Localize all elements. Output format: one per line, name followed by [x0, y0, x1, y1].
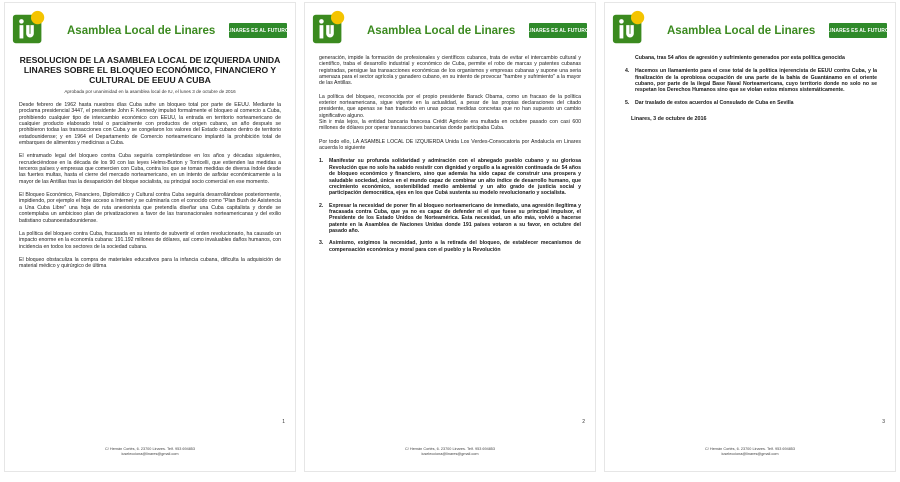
- item-text: Asimismo, exigimos la necesidad, junto a la retirada del bloqueo, de establecer mecanismos de compensación económica y moral para con el pueblo y la Revolución: [329, 240, 581, 253]
- agreements-list: [319, 158, 581, 252]
- footer-address: C/ Hernán Cortés, 6. 23700 Linares. Telf. 953 694853: [404, 447, 496, 451]
- page-body: [625, 55, 877, 441]
- header-title: Asamblea Local de Linares: [367, 25, 516, 37]
- paragraph: El bloqueo obstaculiza la compra de materiales educativos para la infancia cubana, dificulta la adquisición de material médico y quirúrgico de última: [19, 256, 281, 270]
- item-number: 1.: [319, 158, 324, 165]
- paragraph: La política del bloqueo contra Cuba, fracasada en su intento de subvertir el orden revolucionario, ha causado un impacto enorme en la economía cubana: 191.192 millones de dólares, así como invaluables daños humanos, con incidencia en todos los sectores de la sociedad cubana.: [19, 230, 281, 250]
- header-title: Asamblea Local de Linares: [67, 25, 216, 37]
- page-header: [5, 3, 295, 51]
- page-body: [19, 55, 281, 441]
- header-title: Asamblea Local de Linares: [667, 25, 816, 37]
- iu-logo-icon: [611, 9, 649, 47]
- page-header: [605, 3, 895, 51]
- list-item: [319, 203, 581, 235]
- footer-address: C/ Hernán Cortés, 6. 23700 Linares. Telf. 953 694853: [104, 447, 196, 451]
- page-footer: [5, 447, 295, 457]
- item-text: Dar traslado de estos acuerdos al Consulado de Cuba en Sevilla: [635, 99, 794, 106]
- item-number: 3.: [319, 240, 324, 247]
- page-footer: [305, 447, 595, 457]
- page-body: [319, 55, 581, 441]
- list-item: [625, 100, 877, 106]
- page-number: 2: [582, 419, 585, 425]
- footer-email: iuselecciona@linares@gmail.com: [121, 452, 179, 456]
- page-footer: [605, 447, 895, 457]
- item-number: 4.: [625, 68, 630, 75]
- item-text: Hacemos un llamamiento para el cese total de la política injerencista de EEUU contra Cuba, y la finalización de la oprobiosa ocupación de una parte de la bahía de Guantánamo en el oriente cubano, por parte de la ilegal Base Naval Norteamericana, cuyo territorio donde no solo no se respetan los Derechos Humanos sino que se violan estos mismos sistemáticamente.: [635, 68, 877, 94]
- paragraph: Desde febrero de 1962 hasta nuestros días Cuba sufre un bloqueo total por parte de EEUU. Mediante la proclama presidencial 3447, el presidente John F. Kennedy impulsó formalmente el bloqueo al comercio a Cuba, prohibiendo cualquier tipo de intercambio económico con EEUU, la entrada en territorio norteamericano de cualquier producto elaborado total o parcialmente con productos de origen cubano, un año después se prohibieron todas las transacciones con Cuba y se congelaron los valores del Estado cubano dentro de territorio estadounidense; y en 1964 el Departamento de Comercio norteamericano implantó la prohibición total de embarques de alimentos y medicinas a Cuba.: [19, 102, 281, 147]
- list-item: [625, 68, 877, 93]
- item-number: 5.: [625, 99, 630, 106]
- document-page-1: [4, 2, 296, 472]
- item-text: Manifestar su profunda solidaridad y admiración con el abnegado pueblo cubano y su gloriosa Revolución que no solo ha sabido resistir con dignidad y orgullo a la agresión continuada de 54 años de bloqueo económico y financiero, sino que además ha sido capaz de construir una prospera y saludable sociedad, única en el mundo capaz de combinar un alto índice de desarrollo humano, que crecimiento económico, sostenibilidad medio ambiental y un alto grado de justicia social y participación democrática, ejes en los que Cubá sustenta su modelo revolucionario y socialista.: [329, 158, 581, 197]
- agreements-list: [625, 68, 877, 106]
- page-number: 3: [882, 419, 885, 425]
- header-badge: LINARES ES AL FUTURO: [829, 23, 887, 38]
- document-title: RESOLUCION DE LA ASAMBLEA LOCAL DE IZQUIERDA UNIDA LINARES SOBRE EL BLOQUEO ECONÓMICO, FINANCIERO Y CULTURAL DE EEUU A CUBA: [19, 55, 281, 85]
- paragraph: Por todo ello, LA ASAMBLE LOCAL DE IZQUIERDA Unida Los Verdes-Convocatoria por Andalucía en Linares acuerda lo siguiente: [319, 138, 581, 152]
- footer-email: iuselecciona@linares@gmail.com: [721, 452, 779, 456]
- paragraph: El entramado legal del bloqueo contra Cuba seguiría completándose en los años y décadas siguientes, recrudeciéndose en la década de los 90 con las leyes Helms-Burton y Torricelli, que extienden las medidas a terceros países y empresas que comercien con Cuba, contra los que se toman medidas de diversa índole desde las fuertes multas, hasta el cierre del mercado norteamericano, en un intento de asfixiar económicamente a la mayor de las Antillas tras la desaparición del bloque socialista, su principal socio comercial en ese momento.: [19, 153, 281, 185]
- paragraph: La política del bloqueo, reconocida por el propio presidente Barack Obama, como un fracaso de la política exterior norteamericana, sigue vigente en la actualidad, a pesar de las propias declaraciones del citado presidente, que apenas se han traducido en unas pocas medidas concretas que no han supuesto un cambio significativo alguno. Sin ir más lejos, la entidad bancaria francesa Crédit Agricole era multada en octubre pasado con casi 600 millones de dólares por operar transacciones bancarias donde participaba Cuba.: [319, 93, 581, 132]
- document-subtitle: Aprobada por unanimidad en la asamblea local de IU, el lunes 3 de octubre de 2016: [64, 89, 236, 94]
- footer-address: C/ Hernán Cortés, 6. 23700 Linares. Telf. 953 694853: [704, 447, 796, 451]
- page-number: 1: [282, 419, 285, 425]
- item-text: Expresar la necesidad de poner fin al bloqueo norteamericano de inmediato, una agresión ilegítima y fracasada contra Cuba, que ya no es capaz de defender ni el que fuese su principal impulsor, el Presidente de los Estado Unidos de Norteamérica. Esta necesidad, un año más, volvió a hacerse patente en la Asamblea de Naciones Unidas donde 191 países votaron a su favor, en octubre del pasado año.: [329, 202, 581, 234]
- paragraph: El Bloqueo Económico, Financiero, Diplomático y Cultural contra Cuba seguiría desarrollándose posteriormente, impidiendo, por ejemplo el libre acceso a Internet y se culminaría con el conocido como "Plan Bush de Asistencia a Una Cuba Libre" una hoja de ruta anexionista que pretendía diseñar una Cuba capitalista y donde se contemplaba un ambicioso plan de privatizaciones a favor de las transnacionales norteamericanas y del exilio batistiano cubanoestadounidense.: [19, 192, 281, 224]
- list-item: [319, 158, 581, 196]
- footer-email: iuselecciona@linares@gmail.com: [421, 452, 479, 456]
- list-item: [319, 240, 581, 253]
- iu-logo-icon: [11, 9, 49, 47]
- header-badge: LINARES ES AL FUTURO: [229, 23, 287, 38]
- header-badge: LINARES ES AL FUTURO: [529, 23, 587, 38]
- paragraph: Cubana, tras 54 años de agresión y sufrimiento generados por esta política genocida: [635, 55, 845, 61]
- page-header: [305, 3, 595, 51]
- item-number: 2.: [319, 202, 324, 209]
- iu-logo-icon: [311, 9, 349, 47]
- signature-date: Linares, 3 de octubre de 2016: [631, 116, 707, 123]
- document-page-2: [304, 2, 596, 472]
- document-page-3: [604, 2, 896, 472]
- paragraph: generación, impide la formación de profesionales y científicos cubanos, trata de evitar el intercambio cultural y científico, traba el desarrollo industrial y económico de Cuba, permite el robo de marcas y patentes cubanas registradas, persigue las transacciones económicas de los organismos y empresas cubanas y supone una seria amenaza para el sector agrícola y ganadero cubano, en su intento de provocar "hambre y sufrimiento" a la mayor de las Antillas.: [319, 55, 581, 87]
